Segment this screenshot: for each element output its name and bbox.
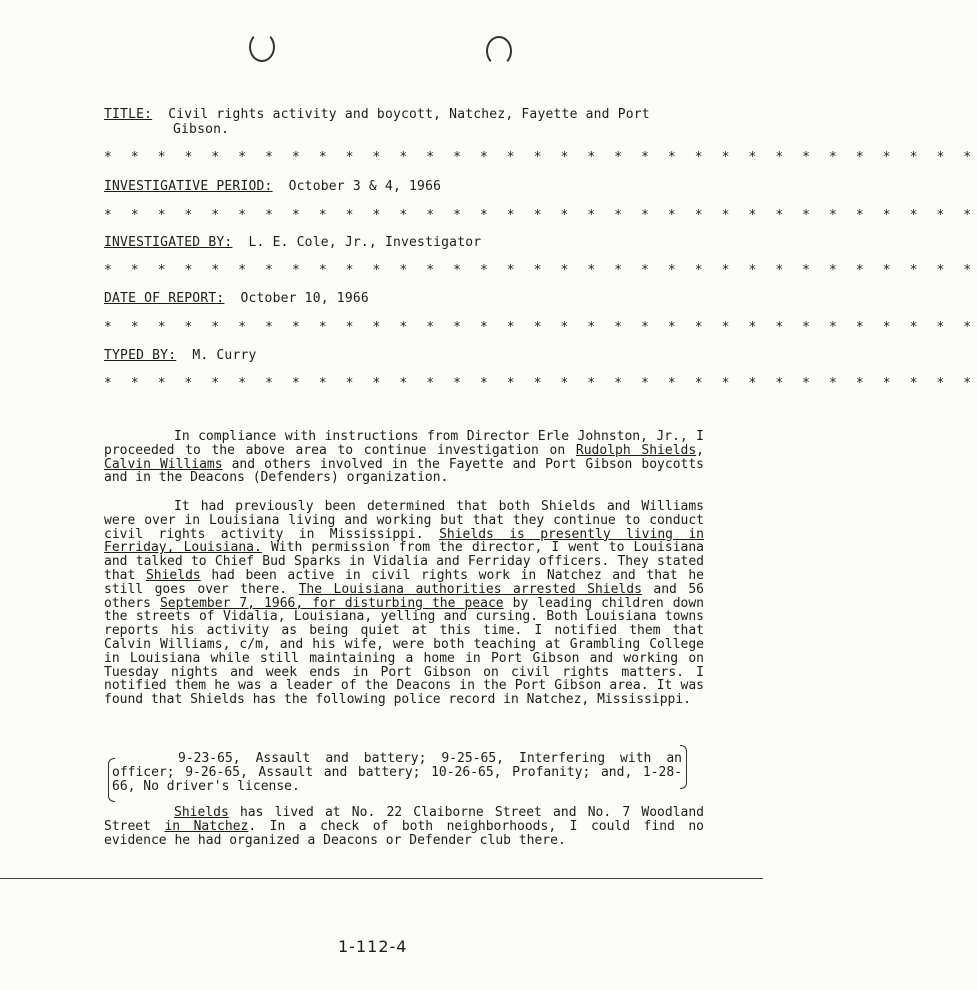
para1-text-c: and others involved in the Fayette and Port Gibson boycotts and in the Deacons (Defenders) organization. bbox=[104, 456, 704, 486]
separator-stars-4: * * * * * * * * * * * * * * * * * * * * * * * * * * * * * * * * * bbox=[104, 320, 977, 335]
para4-text-a: has lived at No. 22 Claiborne Street and No. 7 Woodland Street bbox=[104, 805, 704, 834]
typed-value: M. Curry bbox=[192, 348, 257, 363]
para1-text-a: In compliance with instructions from Director Erle Johnston, Jr., I proceeded to the above area to continue investigation on bbox=[104, 429, 704, 458]
para2-underline-1: Shields is presently living in Ferriday, Louisiana. bbox=[104, 526, 704, 556]
investigator-line bbox=[104, 235, 481, 250]
punch-hole-left bbox=[249, 32, 275, 62]
typed-label: TYPED BY: bbox=[104, 348, 177, 363]
para2-text-a: It had previously been determined that both Shields and Williams were over in Louisiana living and working but that they continue to conduct civil rights activity in Mississippi. bbox=[104, 499, 704, 542]
title-value-2: Gibson. bbox=[173, 122, 230, 137]
paragraph-2 bbox=[104, 500, 704, 707]
para1-name-williams: Calvin Williams bbox=[104, 456, 223, 472]
page-divider bbox=[0, 878, 763, 879]
separator-stars-5: * * * * * * * * * * * * * * * * * * * * * * * * * * * * * * * * * bbox=[104, 376, 977, 391]
page-number: 1-112-4 bbox=[338, 937, 408, 956]
period-line bbox=[104, 179, 441, 194]
date-label: DATE OF REPORT: bbox=[104, 291, 225, 306]
date-line bbox=[104, 291, 369, 306]
date-value: October 10, 1966 bbox=[240, 291, 369, 306]
para2-underline-4: September 7, 1966, for disturbing the peace bbox=[159, 595, 504, 611]
paragraph-1 bbox=[104, 430, 704, 485]
separator-stars-3: * * * * * * * * * * * * * * * * * * * * * * * * * * * * * * * * * bbox=[104, 263, 977, 278]
title-line bbox=[104, 107, 650, 122]
paragraph-4 bbox=[104, 806, 704, 847]
para2-text-b: With permission from the director, I went to Louisiana and talked to Chief Bud Sparks in Vidalia and Ferriday officers. They stated that bbox=[104, 540, 704, 583]
para1-text-b: , bbox=[696, 442, 704, 458]
para2-underline-2: Shields bbox=[145, 567, 201, 583]
title-value: Civil rights activity and boycott, Natchez, Fayette and Port bbox=[168, 107, 650, 122]
investigator-label: INVESTIGATED BY: bbox=[104, 235, 233, 250]
punch-hole-right bbox=[486, 36, 512, 66]
para2-underline-3: The Louisiana authorities arrested Shields bbox=[298, 581, 642, 597]
title-line-2 bbox=[173, 122, 229, 137]
investigator-value: L. E. Cole, Jr., Investigator bbox=[248, 235, 482, 250]
para2-text-c: had been active in civil rights work in Natchez and that he still goes over there. bbox=[104, 567, 704, 597]
typed-line bbox=[104, 348, 257, 363]
para1-name-shields: Rudolph Shields bbox=[575, 442, 697, 458]
period-label: INVESTIGATIVE PERIOD: bbox=[104, 179, 273, 194]
separator-stars-2: * * * * * * * * * * * * * * * * * * * * * * * * * * * * * * * * * bbox=[104, 208, 977, 223]
police-record-text: 9-23-65, Assault and battery; 9-25-65, Interfering with an officer; 9-26-65, Assault and battery; 10-26-65, Profanity; and, 1-28-66, No driver's license. bbox=[112, 751, 682, 794]
period-value: October 3 & 4, 1966 bbox=[288, 179, 442, 194]
separator-stars-1: * * * * * * * * * * * * * * * * * * * * * * * * * * * * * * * * * bbox=[104, 150, 977, 165]
para2-text-d: and 56 others bbox=[104, 581, 704, 611]
para4-text-b: . In a check of both neighborhoods, I could find no evidence he had organized a Deacons or Defender club there. bbox=[104, 818, 704, 848]
paragraph-3-police-record bbox=[112, 752, 682, 793]
para4-underline-1: Shields bbox=[174, 805, 229, 820]
para4-underline-2: in Natchez bbox=[164, 818, 249, 834]
title-label: TITLE: bbox=[104, 107, 153, 122]
para2-text-e: by leading children down the streets of Vidalia, Louisiana, yelling and cursing. Both Louisiana towns reports his activity as being quiet at this time. I notified them that Calvin Williams, c/m, and his wife, were both teaching at Grambling College in Louisiana while still maintaining a home in Port Gibson and working on Tuesday nights and week ends in Port Gibson on civil rights matters. I notified them he was a leader of the Deacons in the Port Gibson area. It was found that Shields has the following police record in Natchez, Mississippi. bbox=[104, 595, 704, 708]
